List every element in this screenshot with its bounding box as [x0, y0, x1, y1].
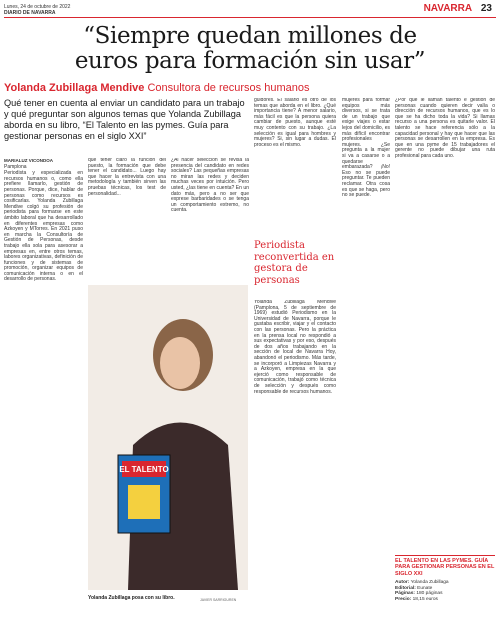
book-cover-title: EL TALENTO [119, 465, 169, 474]
article-column-6 [395, 98, 495, 548]
article-column-1 [4, 158, 83, 620]
issue-date: Lunes, 24 de octubre de 2022 [4, 4, 71, 10]
author-label: Autor: [395, 580, 410, 586]
header-section [424, 3, 492, 14]
column-5-text: mujeres para formar equipos más diversos, si se trata de un trabajo que exige viajes o estar lejos del domicilio, es más difícil encontrar profesionales mujeres. ¿Se pregunta a la mujer si va a casarse o a quedarse embarazada? ¡No! Eso no se puede preguntar. Te pueden reclamar. Otra cosa es que se haga, pero no se puede. [342, 98, 390, 199]
book-pages: 180 páginas [416, 591, 443, 597]
article-column-2 [88, 158, 166, 278]
pull-quote: Periodista reconvertida en gestora de personas [254, 240, 335, 286]
book-meta [395, 580, 495, 602]
book-title: EL TALENTO EN LAS PYMES. GUÍA PARA GESTIONAR PERSONAS EN EL SIGLO XXI [395, 558, 495, 577]
book-info-box [395, 558, 495, 603]
interviewee-role: Consultora de recursos humanos [147, 82, 310, 94]
article-column-3 [171, 158, 249, 278]
column-3-text: ¿Al hacer selección se revisa la presencia del candidato en redes sociales? Las pequeñas empresas no miran las redes y deciden muchas veces por intuición. Pero usted, ¿las tiene en cuenta? En un dato más, pero a no ser que exprese barbaridades o se tenga un comportamiento extremo, no cuenta. [171, 158, 249, 214]
interviewee-name: Yolanda Zubillaga Mendive [4, 82, 145, 94]
bio-text: Yolanda Zubillaga Mendive (Pamplona, 5 de septiembre de 1969) estudió Periodismo en la Universidad de Navarra, porque le gustaba escribir, viajar y el contacto con las personas. Pero la práctica en la prensa local no respondió a sus expectativas y por eso, después de dos años trabajando en la sección de local de Navarra Hoy, abandonó el periodismo. Más tarde, se incorporó a Limpiezas Navarra y a Azkoyen, empresa en la que ejerció como responsable de comunicación, trabajó como técnica de selección y después como responsable de recursos humanos. [254, 300, 336, 395]
author-credit: MARIALUZ VICONDOA [4, 158, 53, 163]
headline: “Siempre quedan millones de euros para formación sin usar” [74, 23, 426, 74]
newspaper-name: DIARIO DE NAVARRA [4, 10, 56, 16]
column-6-text: ¿Por qué le llaman talento e gestión de personas cuando quieren decir valía o dirección de recursos humanos, que es lo que se ha dicho toda la vida? Si llamas recurso a una persona es quitarle valor. El talento se hace referencia sólo a la capacidad personal y hay que hacer que las personas se desarrollen en la empresa. Es que en una pyme de 15 trabajadores el gerente no puede dibujar una ruta profesional para cada uno. [395, 98, 495, 159]
photo-caption: Yolanda Zubillaga posa con su libro. [88, 595, 175, 601]
publisher-label: Editorial: [395, 585, 416, 591]
column-1-text: Periodista y especializada en recursos humanos o, como ella prefiere llamarlo, gestión de personas. Porque, dice, hablar de personas como recursos es cosificarlas. Yolanda Zubillaga Mendive colgó su profesión de periodista para formarse en este ámbito laboral que ha desarrollado en diferentes empresas como Azkoyen y MTorres. En 2021 puso en marcha la Consultoría de Gestión de Personas, desde trabajo ella sola para asesorar a empresas en, entre otros temas, labores organizativas, definición de funciones y de sistemas de promoción, organizar equipos de comunicación interna o en el desarrollo de personas. [4, 170, 83, 283]
book-publisher: Eunate [417, 585, 433, 591]
author-place: Pamplona [4, 163, 27, 170]
photo-credit: JAVIER SARRIGUREN [200, 598, 237, 602]
byline [4, 82, 484, 94]
book-box-rule [395, 555, 495, 556]
price-label: Precio: [395, 597, 412, 602]
column-2-text: que tener claro la función del puesto, la formación que debe tener el candidato... Luego hay que hacer la entrevista con una metodología y también sirven las pruebas técnicas, los test de personalidad... [88, 158, 166, 197]
page-number: 23 [480, 3, 492, 14]
article-column-4 [254, 98, 336, 238]
column-4-text: guidores. El salario es otro de los temas que aborda en el libro. ¿Qué importancia tiene? A menor salario, más fácil es que la persona quiera cambiar de puesto, aunque esté muy contento con su trabajo. ¿La selección es igual para hombres y mujeres? Si, sin lugar a dudas. El proceso es el mismo. [254, 98, 336, 148]
header-rule [4, 17, 496, 18]
article-column-5 [342, 98, 390, 618]
author-photo [88, 285, 248, 590]
bio-column [254, 300, 336, 620]
face-shape [160, 337, 200, 389]
lede: Qué tener en cuenta al enviar un candidato para un trabajo y qué preguntar son algunos temas que Yolanda Zubillaga aborda en su libro, “El Talento en las pymes. Guía para gestionar personas en el siglo XXI” [4, 98, 245, 141]
book-illustration [128, 485, 160, 519]
book-author: Yolanda Zubillaga [410, 580, 449, 586]
book-price: 18,15 euros [412, 597, 438, 602]
pages-label: Páginas: [395, 591, 415, 597]
header-dateline [4, 4, 70, 16]
section-name: NAVARRA [423, 3, 473, 14]
